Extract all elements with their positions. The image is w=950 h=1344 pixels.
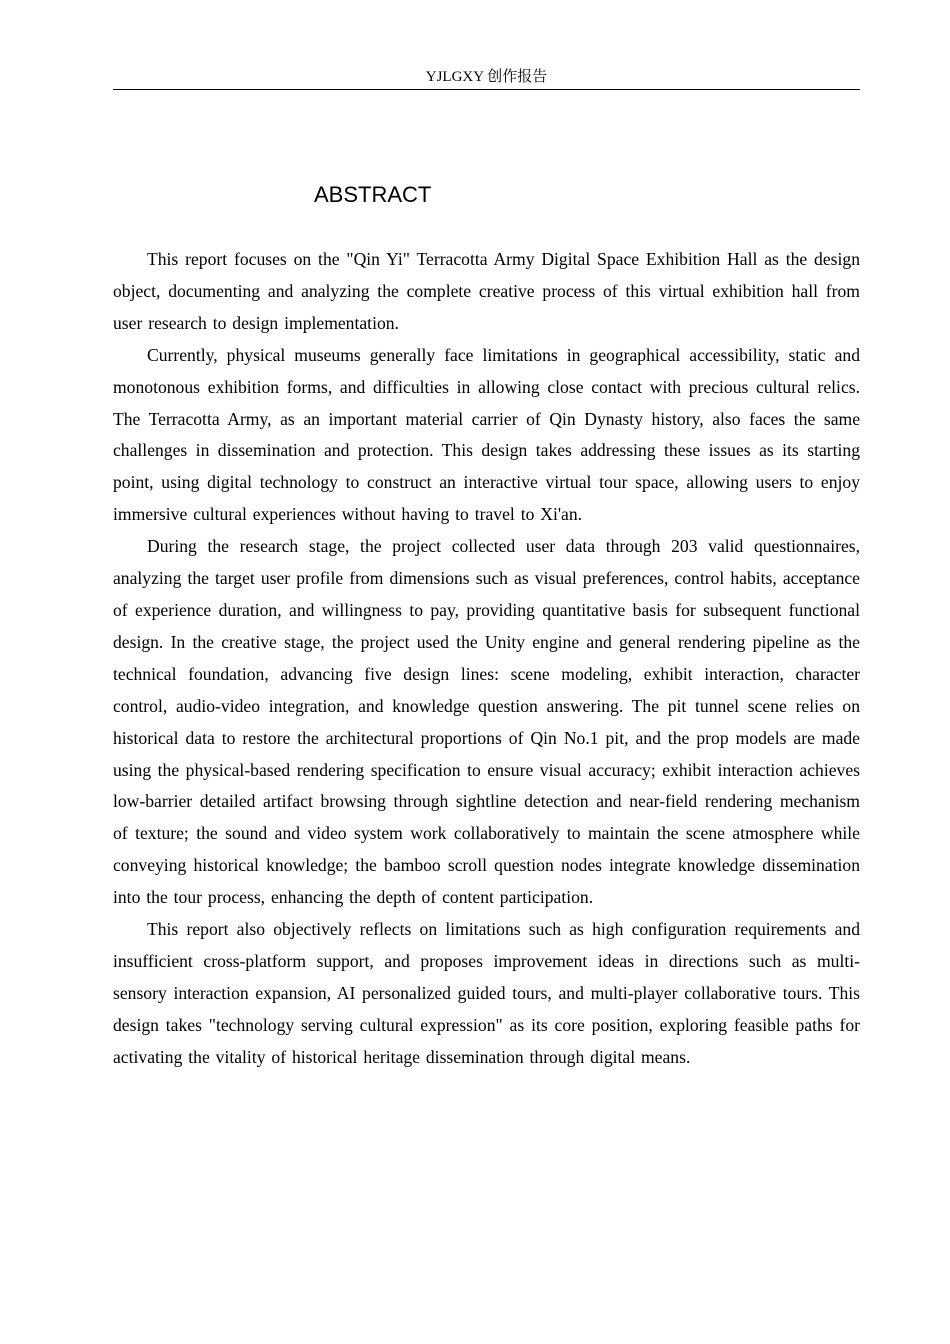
abstract-paragraph: This report also objectively reflects on limitations such as high configuration requirements and insufficient cross-platform support, and proposes improvement ideas in directions such as multi-sensory interaction expansion, AI personalized guided tours, and multi-player collaborative tours. This design takes "technology serving cultural expression" as its core position, exploring feasible paths for activating the vitality of historical heritage dissemination through digital means. [113,919,860,1067]
running-header: YJLGXY 创作报告 [425,69,548,85]
abstract-body [113,244,860,1074]
abstract-paragraph: Currently, physical museums generally face limitations in geographical accessibility, static and monotonous exhibition forms, and difficulties in allowing close contact with precious cultural relics. The Terracotta Army, as an important material carrier of Qin Dynasty history, also faces the same challenges in dissemination and protection. This design takes addressing these issues as its starting point, using digital technology to construct an interactive virtual tour space, allowing users to enjoy immersive cultural experiences without having to travel to Xi'an. [113,344,860,525]
header-rule [113,89,860,90]
abstract-heading: ABSTRACT [314,182,432,207]
abstract-paragraph: During the research stage, the project collected user data through 203 valid questionnaires, analyzing the target user profile from dimensions such as visual preferences, control habits, acceptance of experience duration, and willingness to pay, providing quantitative basis for subsequent functional design. In the creative stage, the project used the Unity engine and general rendering pipeline as the technical foundation, advancing five design lines: scene modeling, exhibit interaction, character control, audio-video integration, and knowledge question answering. The pit tunnel scene relies on historical data to restore the architectural proportions of Qin No.1 pit, and the prop models are made using the physical-based rendering specification to ensure visual accuracy; exhibit interaction achieves low-barrier detailed artifact browsing through sightline detection and near-field rendering mechanism of texture; the sound and video system work collaboratively to maintain the scene atmosphere while conveying historical knowledge; the bamboo scroll question nodes integrate knowledge dissemination into the tour process, enhancing the depth of content participation. [113,536,860,908]
abstract-paragraph: This report focuses on the "Qin Yi" Terracotta Army Digital Space Exhibition Hall as the design object, documenting and analyzing the complete creative process of this virtual exhibition hall from user research to design implementation. [113,249,860,333]
